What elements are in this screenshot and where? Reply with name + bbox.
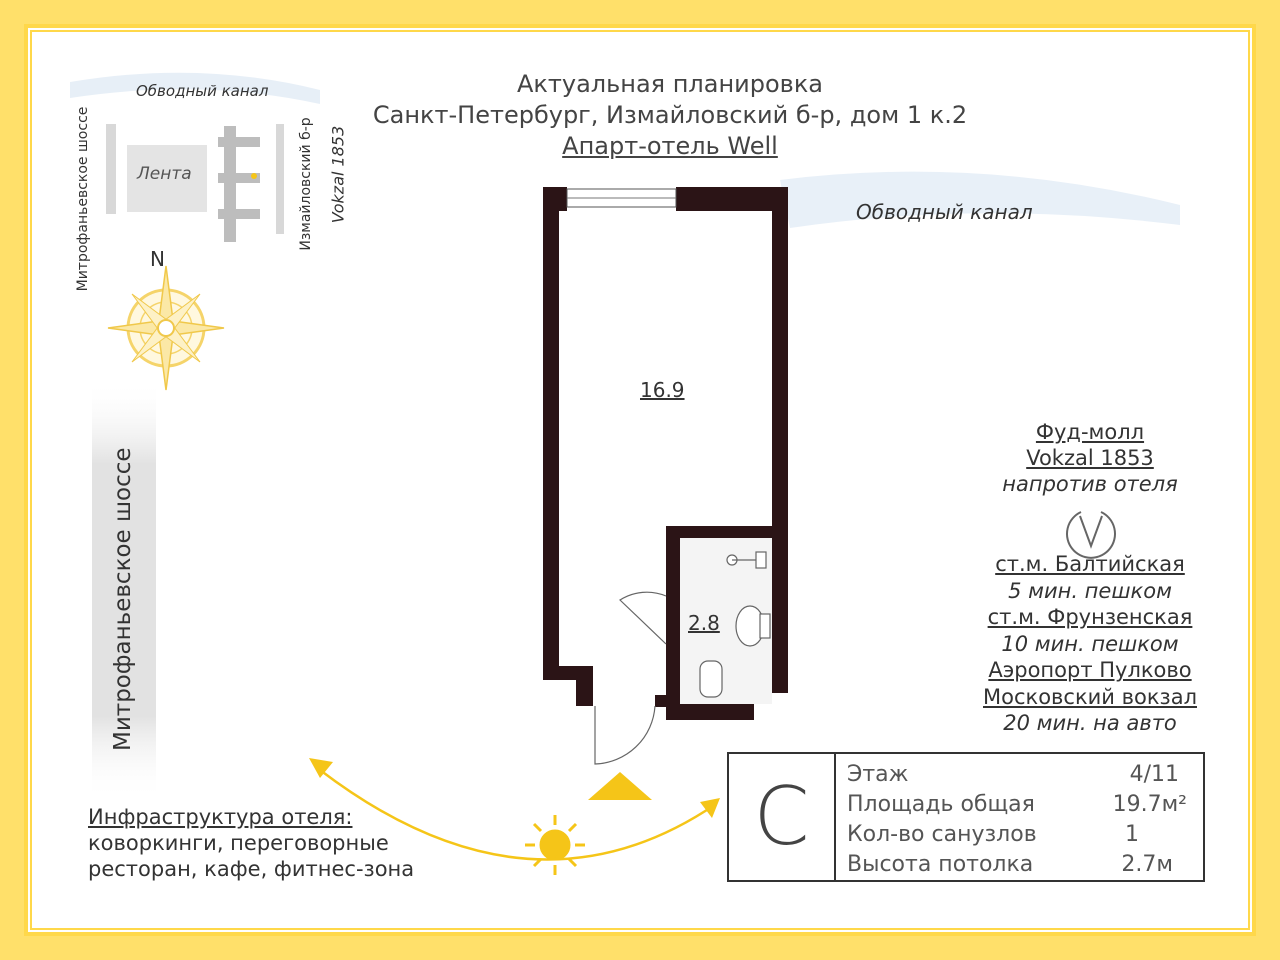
food-line1-wrap	[930, 419, 1250, 446]
wall-left	[543, 187, 559, 679]
big-road-label: Митрофаньевское шоссе	[110, 447, 136, 751]
info-row-floor	[847, 762, 1197, 792]
metro-baltiyskaya-link[interactable]: ст.м. Балтийская	[995, 552, 1185, 576]
metro2-wrap	[930, 604, 1250, 631]
infra-line2: ресторан, кафе, фитнес-зона	[88, 857, 415, 881]
title-hotel-link[interactable]: Апарт-отель Well	[562, 132, 778, 160]
sun-icon	[525, 815, 585, 875]
minimap-canal-label: Обводный канал	[136, 82, 269, 100]
metro2-time: 10 мин. пешком	[1001, 632, 1179, 656]
info-label: Высота потолка	[847, 852, 1034, 877]
info-value: 19.7м²	[1112, 792, 1187, 817]
info-row-area	[847, 792, 1197, 822]
minimap-street-h3	[218, 209, 260, 219]
entry-door-swing	[595, 706, 655, 764]
metro-frunzenskaya-link[interactable]: ст.м. Фрунзенская	[987, 605, 1193, 629]
food-mall-link[interactable]: Фуд-молл	[1035, 420, 1145, 444]
station-link[interactable]: Московский вокзал	[983, 685, 1197, 709]
compass-rose	[108, 266, 224, 390]
info-value: 4/11	[1129, 762, 1179, 787]
minimap-right-road-label: Измайловский б-р	[298, 117, 314, 251]
class-letter: C	[729, 754, 836, 880]
wall-bath-top	[666, 526, 776, 538]
info-value: 2.7м	[1121, 852, 1173, 877]
minimap-vokzal-label: Vokzal 1853	[328, 125, 348, 224]
arrow-left-head	[309, 758, 333, 778]
auto-time: 20 мин. на авто	[1003, 711, 1177, 735]
info-row-bathrooms	[847, 822, 1197, 852]
station-wrap	[930, 684, 1250, 711]
minimap-hotel-dot	[251, 173, 257, 179]
metro1-wrap	[930, 551, 1250, 578]
title-line-1: Актуальная планировка	[516, 70, 824, 98]
airport-wrap	[930, 657, 1250, 684]
room-main-area: 16.9	[640, 378, 685, 402]
entry-arrow	[588, 772, 652, 800]
room-bath-area: 2.8	[688, 611, 720, 635]
food-line2-wrap	[930, 445, 1250, 472]
compass-north-label: N	[150, 247, 165, 271]
infra-line1: коворкинги, переговорные	[88, 831, 389, 855]
infra-title-wrap	[88, 805, 352, 829]
wall-bath-left	[666, 526, 680, 702]
minimap-right-road	[276, 124, 284, 234]
food-vokzal-link[interactable]: Vokzal 1853	[1026, 446, 1154, 470]
wall-top-right	[676, 187, 788, 211]
wall-entry-stub	[655, 695, 680, 707]
info-label: Этаж	[847, 762, 909, 787]
title-address: Санкт-Петербург, Измайловский б-р, дом 1 к.2	[372, 101, 968, 129]
canal-label: Обводный канал	[856, 200, 1033, 224]
wall-right	[772, 187, 788, 679]
food-note: напротив отеля	[1002, 472, 1178, 496]
info-row-ceiling	[847, 852, 1197, 882]
info-value: 1	[1125, 822, 1139, 847]
infra-title: Инфраструктура отеля:	[88, 805, 353, 829]
bath-door-swing	[620, 592, 666, 644]
minimap-street-h1	[218, 137, 260, 147]
info-label: Кол-во санузлов	[847, 822, 1037, 847]
info-table	[727, 752, 1205, 882]
airport-link[interactable]: Аэропорт Пулково	[988, 658, 1192, 682]
metro1-time: 5 мин. пешком	[1008, 579, 1172, 603]
wall-step-left	[576, 666, 593, 706]
minimap-store-label: Лента	[137, 164, 192, 184]
info-label: Площадь общая	[847, 792, 1035, 817]
minimap-left-road-label: Митрофаньевское шоссе	[75, 106, 91, 292]
title-hotel-wrap	[320, 131, 1020, 161]
minimap-left-road	[106, 124, 116, 214]
arrow-right-head	[700, 798, 720, 818]
